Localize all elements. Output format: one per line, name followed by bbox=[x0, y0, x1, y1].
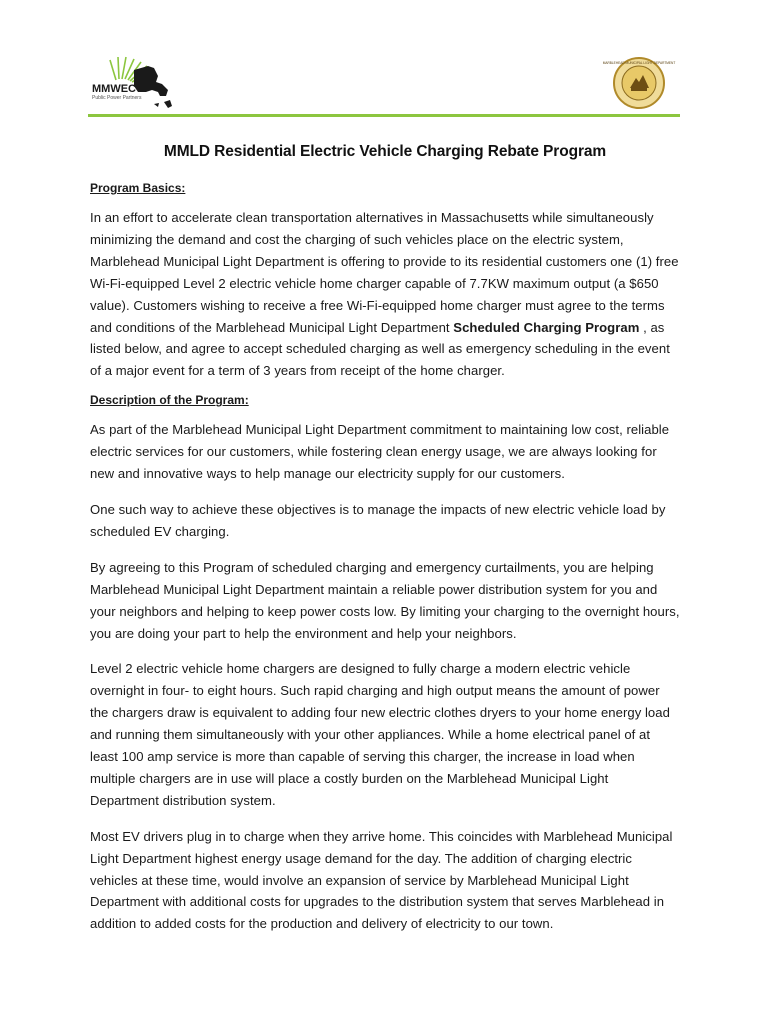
section-heading-description: Description of the Program: bbox=[90, 393, 249, 408]
paragraph-description-3: By agreeing to this Program of scheduled charging and emergency curtailments, you are helping Marblehead Municipal Light Department maintain a reliable power distribution system for you and your neighbors and helping to keep power costs low. By limiting your charging to the overnight hours, you are doing your part to help the environment and help your neighbors. bbox=[90, 559, 680, 641]
document-header bbox=[0, 0, 770, 120]
basics-text-start: In an effort to accelerate clean transportation alternatives in Massachusetts while simultaneously minimizing the demand and cost the charging of such vehicles place on the electric system, Marblehead Municipal Light Department is offering to provide to its residential customers one (1) free Wi-Fi-equipped Level 2 electric vehicle home charger capable of 7.7KW maximum output (a $650 value). Customers wishing to receive a free Wi-Fi-equipped home charger must agree to the terms and conditions of the Marblehead Municipal Light Department bbox=[90, 210, 679, 335]
basics-text-end: , as listed below, and agree to accept scheduled charging as well as emergency scheduling in the event of a major event for a term of 3 years from receipt of the home charger. bbox=[90, 319, 670, 379]
mmwec-logo bbox=[88, 52, 180, 112]
paragraph-description-5: Most EV drivers plug in to charge when they arrive home. This coincides with Marblehead Municipal Light Department highest energy usage demand for the day. The addition of charging electric vehicles at these time, would involve an expansion of service by Marblehead Municipal Light Department with additional costs for upgrades to the distribution system that serves Marblehead in addition to added costs for the production and delivery of electricity to our town. bbox=[90, 828, 673, 932]
section-heading-basics: Program Basics: bbox=[90, 181, 186, 195]
header-divider bbox=[88, 114, 680, 117]
paragraph-description-1: As part of the Marblehead Municipal Light Department commitment to maintaining low cost, reliable electric services for our customers, while fostering clean energy usage, we are always looking for new and innovative ways to help manage our electricity supply for our customers. bbox=[90, 422, 670, 482]
seal-text: MARBLEHEAD MUNICIPAL LIGHT DEPARTMENT bbox=[602, 61, 676, 65]
island-icon-2 bbox=[154, 103, 159, 107]
paragraph-description-4: Level 2 electric vehicle home chargers are designed to fully charge a modern electric vehicle overnight in four- to eight hours. Such rapid charging and high output means the amount of power the chargers draw is equivalent to adding four new electric clothes dryers to your home energy load and running them simultaneously with your other appliances. While a home electrical panel of at least 100 amp service is more than capable of serving this charger, the increase in load when multiple chargers are in use will place a costly burden on the Marblehead Municipal Light Department distribution system. bbox=[90, 661, 670, 808]
document-body bbox=[90, 142, 680, 935]
scheduled-charging-program-term: Scheduled Charging Program bbox=[453, 319, 640, 335]
paragraph-description-2: One such way to achieve these objectives is to manage the impacts of new electric vehicle load by scheduled EV charging. bbox=[90, 501, 666, 539]
paragraph-basics bbox=[90, 207, 680, 382]
island-icon bbox=[164, 100, 172, 108]
mmwec-tagline: Public Power Partners bbox=[92, 95, 142, 101]
document-title: MMLD Residential Electric Vehicle Charging Rebate Program bbox=[163, 143, 607, 160]
mmld-seal-logo bbox=[602, 56, 676, 110]
mmwec-wordmark: MMWEC bbox=[92, 83, 136, 95]
state-map-icon bbox=[134, 66, 168, 96]
